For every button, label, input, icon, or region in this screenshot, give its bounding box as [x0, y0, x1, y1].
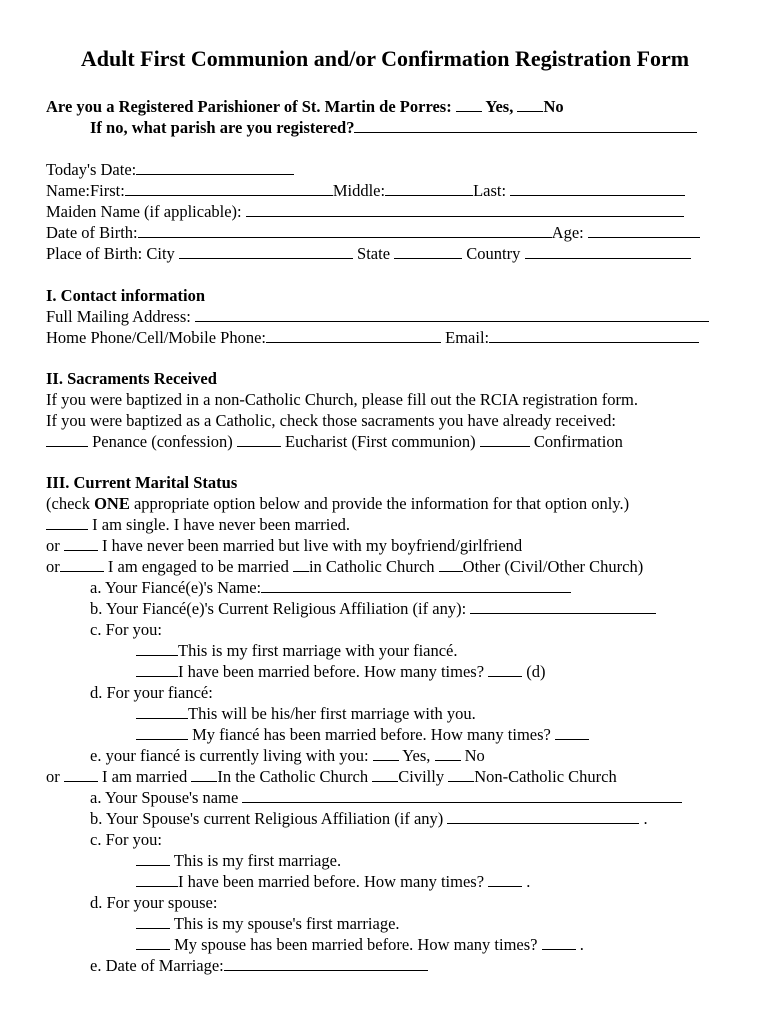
spouse-married-before-blank[interactable] [136, 935, 170, 950]
fiance-married-before-count-blank[interactable] [555, 725, 589, 740]
fiance-religion-label: b. Your Fiancé(e)'s Current Religious Affiliation (if any): [90, 599, 471, 618]
first-marriage-fiance-blank[interactable] [136, 641, 178, 656]
phone-blank[interactable] [266, 328, 441, 343]
spouse-religion-label: b. Your Spouse's current Religious Affiliation (if any) [90, 809, 448, 828]
todays-date-label: Today's Date: [46, 160, 137, 179]
spouse-first-marriage-blank[interactable] [136, 914, 170, 929]
middle-name-blank[interactable] [385, 181, 473, 196]
option-single [46, 514, 350, 535]
spouse-first-marriage-label: This is my spouse's first marriage. [170, 914, 400, 933]
for-you-heading: c. For you: [90, 620, 162, 639]
or-label: or [46, 557, 60, 576]
dob-row [46, 222, 700, 243]
my-first-marriage-label: This is my first marriage. [170, 851, 342, 870]
for-spouse-heading: d. For your spouse: [90, 893, 218, 912]
fiance-name-blank[interactable] [261, 578, 571, 593]
spouse-name-blank[interactable] [242, 788, 682, 803]
eucharist-label: Eucharist (First communion) [280, 432, 480, 451]
fiance-married-before-blank[interactable] [136, 725, 188, 740]
maiden-name-blank[interactable] [246, 202, 684, 217]
mailing-address-row [46, 306, 709, 327]
living-together-blank[interactable] [64, 536, 98, 551]
fiance-living-row [90, 745, 485, 766]
married-before-d-label: (d) [522, 662, 546, 681]
fiance-first-row [136, 703, 476, 724]
parishioner-yes-blank[interactable] [456, 97, 482, 112]
spouse-married-before-label: My spouse has been married before. How many times? [170, 935, 542, 954]
married-before-row [136, 661, 546, 682]
email-label: Email: [441, 328, 490, 347]
engaged-blank[interactable] [60, 557, 104, 572]
married-noncatholic-blank[interactable] [448, 767, 474, 782]
for-you-heading-2: c. For you: [90, 830, 162, 849]
fiance-name-label: a. Your Fiancé(e)'s Name: [90, 578, 262, 597]
option-living-together [46, 535, 522, 556]
first-name-label: Name:First: [46, 181, 125, 200]
me-married-before-period: . [522, 872, 531, 891]
option-married [46, 766, 617, 787]
parishioner-label: Are you a Registered Parishioner of St. Martin de Porres: [46, 97, 456, 116]
other-parish-label: If no, what parish are you registered? [90, 118, 355, 137]
birth-country-blank[interactable] [525, 244, 691, 259]
marriage-date-row [90, 955, 428, 976]
me-married-before-label: I have been married before. How many times? [178, 872, 489, 891]
or-label: or [46, 536, 60, 555]
instructions-emphasis: ONE [94, 494, 130, 513]
fiance-married-before-label: My fiancé has been married before. How many times? [188, 725, 555, 744]
fiance-living-no-blank[interactable] [435, 746, 461, 761]
todays-date-row [46, 159, 294, 180]
last-name-label: Last: [473, 181, 511, 200]
fiance-living-yes-label: Yes, [398, 746, 435, 765]
marriage-date-blank[interactable] [224, 956, 428, 971]
fiance-married-before-row [136, 724, 589, 745]
confirmation-label: Confirmation [529, 432, 623, 451]
engaged-catholic-label: in Catholic Church [308, 557, 439, 576]
spouse-married-before-count-blank[interactable] [542, 935, 576, 950]
living-together-label: I have never been married but live with my boyfriend/girlfriend [97, 536, 523, 555]
fiance-living-no-label: No [460, 746, 485, 765]
me-married-before-count-blank[interactable] [488, 872, 522, 887]
married-civil-label: Civilly [398, 767, 449, 786]
first-name-blank[interactable] [125, 181, 333, 196]
spouse-married-before-period: . [575, 935, 584, 954]
other-parish-row [90, 117, 697, 138]
name-row [46, 180, 685, 201]
single-label: I am single. I have never been married. [88, 515, 351, 534]
spouse-religion-blank[interactable] [447, 809, 639, 824]
instructions-post: appropriate option below and provide the information for that option only.) [129, 494, 630, 513]
birth-state-label: State [352, 244, 395, 263]
me-married-before-row [136, 871, 530, 892]
email-blank[interactable] [489, 328, 699, 343]
sacraments-heading: II. Sacraments Received [46, 369, 217, 388]
married-catholic-label: In the Catholic Church [217, 767, 373, 786]
contact-heading: I. Contact information [46, 286, 206, 305]
married-before-label: I have been married before. How many times? [178, 662, 489, 681]
married-before-blank[interactable] [136, 662, 178, 677]
fiance-religion-row [90, 598, 656, 619]
spouse-married-before-row [136, 934, 584, 955]
sacraments-line-2: If you were baptized as a Catholic, check those sacraments you have already received: [46, 411, 616, 430]
middle-name-label: Middle: [332, 181, 386, 200]
married-catholic-blank[interactable] [191, 767, 217, 782]
age-label: Age: [551, 223, 588, 242]
married-noncatholic-label: Non-Catholic Church [474, 767, 617, 786]
marital-instructions [46, 493, 629, 514]
maiden-name-row [46, 201, 684, 222]
my-first-marriage-blank[interactable] [136, 851, 170, 866]
penance-label: Penance (confession) [88, 432, 237, 451]
spouse-religion-row [90, 808, 648, 829]
marital-heading: III. Current Marital Status [46, 473, 238, 492]
birth-country-label: Country [462, 244, 525, 263]
parishioner-yes-label: Yes, [485, 97, 518, 116]
fiance-name-row [90, 577, 571, 598]
parishioner-no-blank[interactable] [517, 97, 543, 112]
last-name-blank[interactable] [510, 181, 685, 196]
spouse-religion-period: . [639, 809, 648, 828]
phone-email-row [46, 327, 699, 348]
engaged-label: I am engaged to be married [103, 557, 293, 576]
engaged-other-blank[interactable] [439, 557, 463, 572]
phone-label: Home Phone/Cell/Mobile Phone: [46, 328, 266, 347]
fiance-first-label: This will be his/her first marriage with you. [188, 704, 476, 723]
birth-city-blank[interactable] [179, 244, 353, 259]
spouse-name-label: a. Your Spouse's name [90, 788, 243, 807]
confirmation-blank[interactable] [480, 432, 530, 447]
first-marriage-fiance-label: This is my first marriage with your fiancé. [178, 641, 458, 660]
married-before-count-blank[interactable] [488, 662, 522, 677]
dob-blank[interactable] [138, 223, 552, 238]
age-blank[interactable] [588, 223, 700, 238]
for-fiance-heading: d. For your fiancé: [90, 683, 213, 702]
engaged-other-label: Other (Civil/Other Church) [462, 557, 644, 576]
other-parish-blank[interactable] [354, 118, 697, 133]
dob-label: Date of Birth: [46, 223, 138, 242]
mailing-address-blank[interactable] [195, 307, 709, 322]
place-of-birth-row [46, 243, 691, 264]
fiance-living-yes-blank[interactable] [373, 746, 399, 761]
married-label: I am married [97, 767, 192, 786]
spouse-first-marriage-row [136, 913, 400, 934]
first-marriage-fiance-row [136, 640, 458, 661]
my-first-marriage-row [136, 850, 341, 871]
birth-city-label: Place of Birth: City [46, 244, 179, 263]
penance-blank[interactable] [46, 432, 88, 447]
maiden-name-label: Maiden Name (if applicable): [46, 202, 246, 221]
sacraments-line-1: If you were baptized in a non-Catholic Church, please fill out the RCIA registration form. [46, 390, 639, 409]
fiance-first-blank[interactable] [136, 704, 188, 719]
form-title: Adult First Communion and/or Confirmation Registration Form [80, 46, 690, 71]
parishioner-question [46, 96, 564, 117]
married-civil-blank[interactable] [372, 767, 398, 782]
todays-date-blank[interactable] [136, 160, 294, 175]
me-married-before-blank[interactable] [136, 872, 178, 887]
engaged-catholic-blank[interactable] [293, 557, 309, 572]
eucharist-blank[interactable] [237, 432, 281, 447]
spouse-name-row [90, 787, 682, 808]
fiance-religion-blank[interactable] [470, 599, 656, 614]
single-blank[interactable] [46, 515, 88, 530]
option-engaged [46, 556, 643, 577]
birth-state-blank[interactable] [394, 244, 462, 259]
parishioner-no-label: No [543, 97, 564, 116]
instructions-pre: (check [46, 494, 95, 513]
fiance-living-label: e. your fiancé is currently living with you: [90, 746, 373, 765]
mailing-address-label: Full Mailing Address: [46, 307, 195, 326]
sacraments-checklist [46, 431, 623, 452]
married-blank[interactable] [64, 767, 98, 782]
or-label: or [46, 767, 60, 786]
marriage-date-label: e. Date of Marriage: [90, 956, 224, 975]
